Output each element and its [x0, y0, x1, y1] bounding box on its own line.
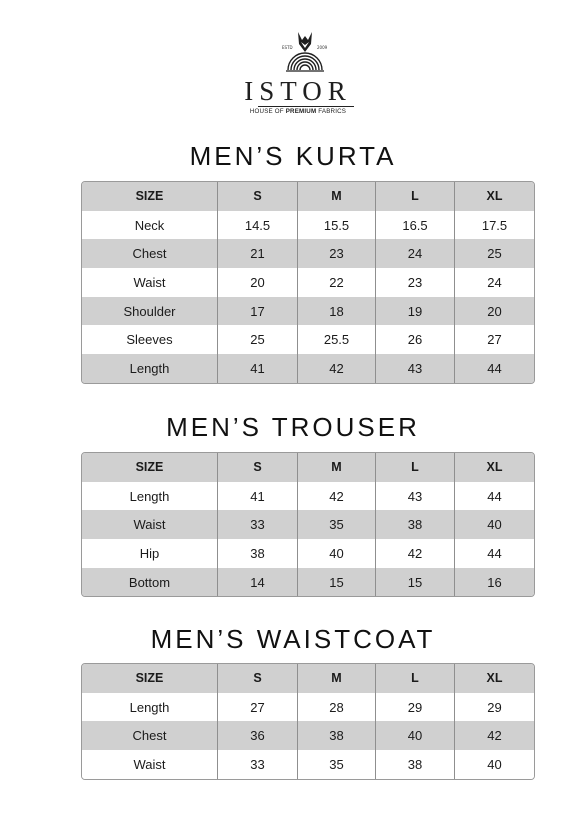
measurement-value: 44: [454, 482, 534, 511]
measurement-value: 27: [217, 693, 297, 722]
measurement-value: 16.5: [375, 211, 454, 240]
measurement-value: 14.5: [217, 211, 297, 240]
measurement-value: 42: [297, 354, 375, 383]
header-size-xl: XL: [454, 664, 534, 693]
table-row: [82, 268, 534, 297]
measurement-value: 23: [375, 268, 454, 297]
measurement-value: 44: [454, 354, 534, 383]
header-size-m: M: [297, 453, 375, 482]
measurement-label: Hip: [139, 545, 160, 561]
table-row: [82, 297, 534, 326]
measurement-value: 19: [375, 297, 454, 326]
measurement-value: 16: [454, 568, 534, 597]
trouser-size-table: [81, 452, 535, 597]
waistcoat-title: MEN’S WAISTCOAT: [150, 624, 436, 654]
measurement-value: 25.5: [297, 325, 375, 354]
measurement-value: 25: [454, 239, 534, 268]
table-row: [82, 568, 534, 597]
brand-tagline: HOUSE OF PREMIUM FABRICS: [249, 108, 347, 115]
measurement-value: 24: [375, 239, 454, 268]
brand-divider: [258, 106, 354, 107]
brand-logo: [0, 22, 586, 122]
measurement-value: 38: [375, 750, 454, 779]
measurement-value: 15: [297, 568, 375, 597]
measurement-value: 38: [375, 510, 454, 539]
header-size-label: SIZE: [135, 671, 164, 686]
header-size-m: M: [297, 182, 375, 211]
table-header-row: [82, 182, 534, 211]
trouser-title: MEN’S TROUSER: [166, 412, 420, 442]
table-row: [82, 510, 534, 539]
measurement-value: 43: [375, 482, 454, 511]
measurement-value: 24: [454, 268, 534, 297]
measurement-value: 18: [297, 297, 375, 326]
brand-name: ISTOR: [244, 76, 352, 106]
measurement-value: 23: [297, 239, 375, 268]
measurement-value: 26: [375, 325, 454, 354]
measurement-label: Waist: [133, 274, 166, 290]
measurement-label: Shoulder: [123, 303, 176, 319]
measurement-label: Bottom: [128, 574, 171, 590]
header-size-l: L: [375, 453, 454, 482]
measurement-value: 33: [217, 750, 297, 779]
table-row: [82, 239, 534, 268]
header-size-m: M: [297, 664, 375, 693]
measurement-value: 28: [297, 693, 375, 722]
measurement-value: 35: [297, 750, 375, 779]
kurta-size-table: [81, 181, 535, 384]
measurement-label: Length: [129, 488, 170, 504]
waistcoat-size-table: [81, 663, 535, 780]
measurement-label: Sleeves: [126, 332, 173, 348]
measurement-value: 17.5: [454, 211, 534, 240]
estd-year: 2009: [317, 45, 328, 50]
measurement-label: Waist: [133, 517, 166, 533]
measurement-value: 42: [375, 539, 454, 568]
header-size-l: L: [375, 182, 454, 211]
measurement-value: 38: [297, 721, 375, 750]
measurement-value: 44: [454, 539, 534, 568]
kurta-title: MEN’S KURTA: [189, 141, 397, 171]
measurement-label: Length: [129, 360, 170, 376]
table-row: [82, 482, 534, 511]
measurement-value: 27: [454, 325, 534, 354]
header-size-s: S: [217, 182, 297, 211]
table-row: [82, 354, 534, 383]
table-row: [82, 539, 534, 568]
header-size-s: S: [217, 453, 297, 482]
table-row: [82, 211, 534, 240]
measurement-value: 40: [297, 539, 375, 568]
measurement-value: 35: [297, 510, 375, 539]
measurement-label: Chest: [132, 246, 167, 262]
table-row: [82, 721, 534, 750]
header-size-label: SIZE: [135, 189, 164, 204]
measurement-value: 40: [454, 510, 534, 539]
measurement-value: 38: [217, 539, 297, 568]
table-row: [82, 693, 534, 722]
measurement-value: 20: [454, 297, 534, 326]
table-header-row: [82, 664, 534, 693]
measurement-value: 29: [375, 693, 454, 722]
measurement-value: 41: [217, 354, 297, 383]
measurement-value: 20: [217, 268, 297, 297]
measurement-value: 15: [375, 568, 454, 597]
measurement-value: 36: [217, 721, 297, 750]
header-size-l: L: [375, 664, 454, 693]
header-size-xl: XL: [454, 453, 534, 482]
measurement-label: Chest: [132, 728, 167, 744]
measurement-value: 40: [454, 750, 534, 779]
measurement-value: 14: [217, 568, 297, 597]
header-size-label: SIZE: [135, 460, 164, 475]
measurement-value: 42: [297, 482, 375, 511]
table-header-row: [82, 453, 534, 482]
fox-emblem-icon: [280, 30, 330, 74]
measurement-value: 22: [297, 268, 375, 297]
measurement-value: 41: [217, 482, 297, 511]
measurement-value: 43: [375, 354, 454, 383]
measurement-label: Neck: [134, 217, 165, 233]
measurement-value: 42: [454, 721, 534, 750]
estd-label: ESTD: [282, 45, 293, 50]
table-row: [82, 750, 534, 779]
measurement-label: Length: [129, 699, 170, 715]
measurement-value: 40: [375, 721, 454, 750]
measurement-value: 33: [217, 510, 297, 539]
header-size-xl: XL: [454, 182, 534, 211]
measurement-value: 15.5: [297, 211, 375, 240]
table-row: [82, 325, 534, 354]
measurement-value: 29: [454, 693, 534, 722]
measurement-value: 25: [217, 325, 297, 354]
measurement-value: 17: [217, 297, 297, 326]
measurement-label: Waist: [133, 756, 166, 772]
header-size-s: S: [217, 664, 297, 693]
measurement-value: 21: [217, 239, 297, 268]
